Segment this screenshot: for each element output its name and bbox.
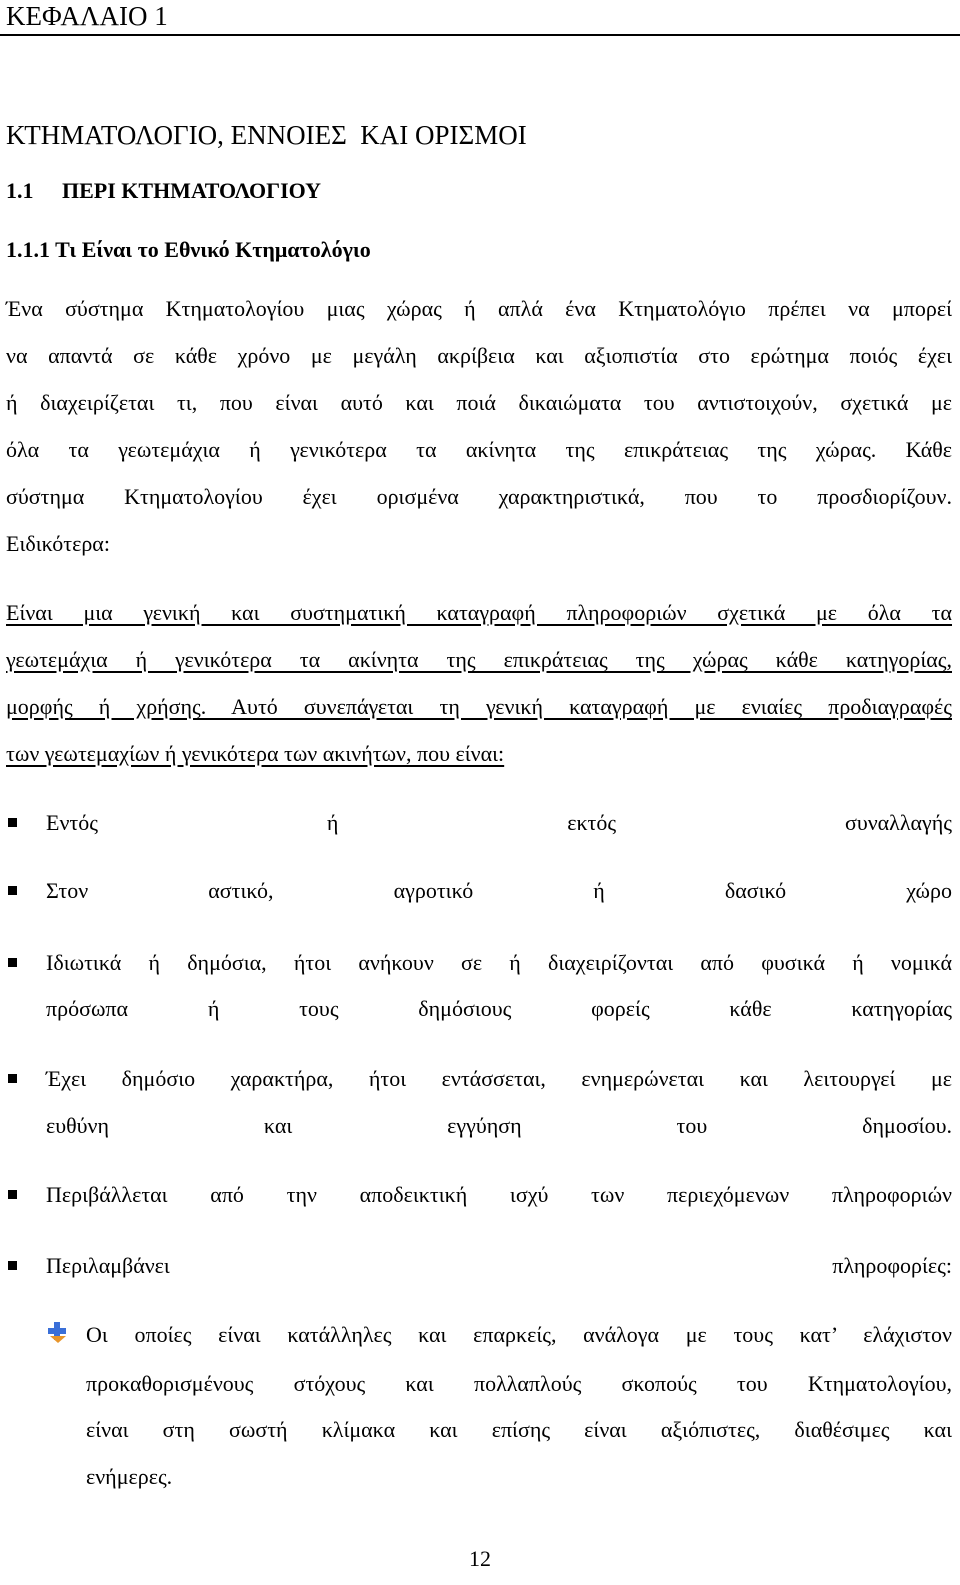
chapter-title: ΚΤΗΜΑΤΟΛΟΓΙΟ, ΕΝΝΟΙΕΣ ΚΑΙ ΟΡΙΣΜΟΙ xyxy=(6,120,527,150)
definition-line: Είναι μια γενική και συστηματική καταγραφή πληροφοριών σχετικά με όλα τα xyxy=(6,600,952,625)
bullet-square-icon xyxy=(8,818,17,827)
section-heading xyxy=(6,176,321,206)
definition-line: μορφής ή χρήσης. Αυτό συνεπάγεται τη γενική καταγραφή με ενιαίες προδιαγραφές xyxy=(6,694,952,719)
bullet-text: Περιλαμβάνει πληροφορίες: xyxy=(46,1253,952,1278)
sub-bullet-text: ενήμερες. xyxy=(86,1464,173,1489)
bullet-text: Έχει δημόσιο χαρακτήρα, ήτοι εντάσσεται, ενημερώνεται και λειτουργεί με xyxy=(46,1066,952,1091)
subsection-number: 1.1.1 xyxy=(6,237,50,262)
sub-bullet-text: είναι στη σωστή κλίμακα και επίσης είναι αξιόπιστες, διαθέσιμες και xyxy=(86,1417,952,1442)
bullet-text: ευθύνη και εγγύηση του δημοσίου. xyxy=(46,1113,952,1138)
intro-line: Ειδικότερα: xyxy=(6,531,110,556)
intro-line: να απαντά σε κάθε χρόνο με μεγάλη ακρίβεια και αξιοπιστία στο ερώτημα ποιός έχει xyxy=(6,343,952,368)
intro-line: σύστημα Κτηματολογίου έχει ορισμένα χαρακτηριστικά, που το προσδιορίζουν. xyxy=(6,484,952,509)
definition-line: γεωτεμάχια ή γενικότερα τα ακίνητα της επικράτειας της χώρας κάθε κατηγορίας, xyxy=(6,647,952,672)
bullet-square-icon xyxy=(8,1261,17,1270)
intro-line: Ένα σύστημα Κτηματολογίου μιας χώρας ή απλά ένα Κτηματολόγιο πρέπει να μπορεί xyxy=(6,296,952,321)
plus-arrow-icon xyxy=(46,1320,70,1344)
bullet-text: Εντός ή εκτός συναλλαγής xyxy=(46,810,952,835)
bullet-square-icon xyxy=(8,886,17,895)
page-number: 12 xyxy=(469,1546,491,1571)
sub-bullet-text: Οι οποίες είναι κατάλληλες και επαρκείς, ανάλογα με τους κατ’ ελάχιστον xyxy=(86,1322,952,1347)
section-title: ΠΕΡΙ ΚΤΗΜΑΤΟΛΟΓΙΟΥ xyxy=(62,178,322,203)
subsection-heading xyxy=(6,235,371,265)
chapter-rule xyxy=(0,34,960,36)
definition-line: των γεωτεμαχίων ή γενικότερα των ακινήτων, που είναι: xyxy=(6,741,505,766)
subsection-title: Τι Είναι το Εθνικό Κτηματολόγιο xyxy=(55,237,371,262)
bullet-square-icon xyxy=(8,958,17,967)
chapter-heading: ΚΕΦΑΛΑΙΟ 1 xyxy=(6,1,168,31)
bullet-text: πρόσωπα ή τους δημόσιους φορείς κάθε κατηγορίας xyxy=(46,996,952,1021)
sub-bullet-text: προκαθορισμένους στόχους και πολλαπλούς σκοπούς του Κτηματολογίου, xyxy=(86,1371,952,1396)
bullet-text: Στον αστικό, αγροτικό ή δασικό χώρο xyxy=(46,878,952,903)
intro-line: ή διαχειρίζεται τι, που είναι αυτό και ποιά δικαιώματα του αντιστοιχούν, σχετικά με xyxy=(6,390,952,415)
intro-line: όλα τα γεωτεμάχια ή γενικότερα τα ακίνητα της επικράτειας της χώρας. Κάθε xyxy=(6,437,952,462)
bullet-text: Περιβάλλεται από την αποδεικτική ισχύ των περιεχόμενων πληροφοριών xyxy=(46,1182,952,1207)
bullet-square-icon xyxy=(8,1074,17,1083)
section-number: 1.1 xyxy=(6,178,34,203)
bullet-square-icon xyxy=(8,1190,17,1199)
bullet-text: Ιδιωτικά ή δημόσια, ήτοι ανήκουν σε ή διαχειρίζονται από φυσικά ή νομικά xyxy=(46,950,952,975)
